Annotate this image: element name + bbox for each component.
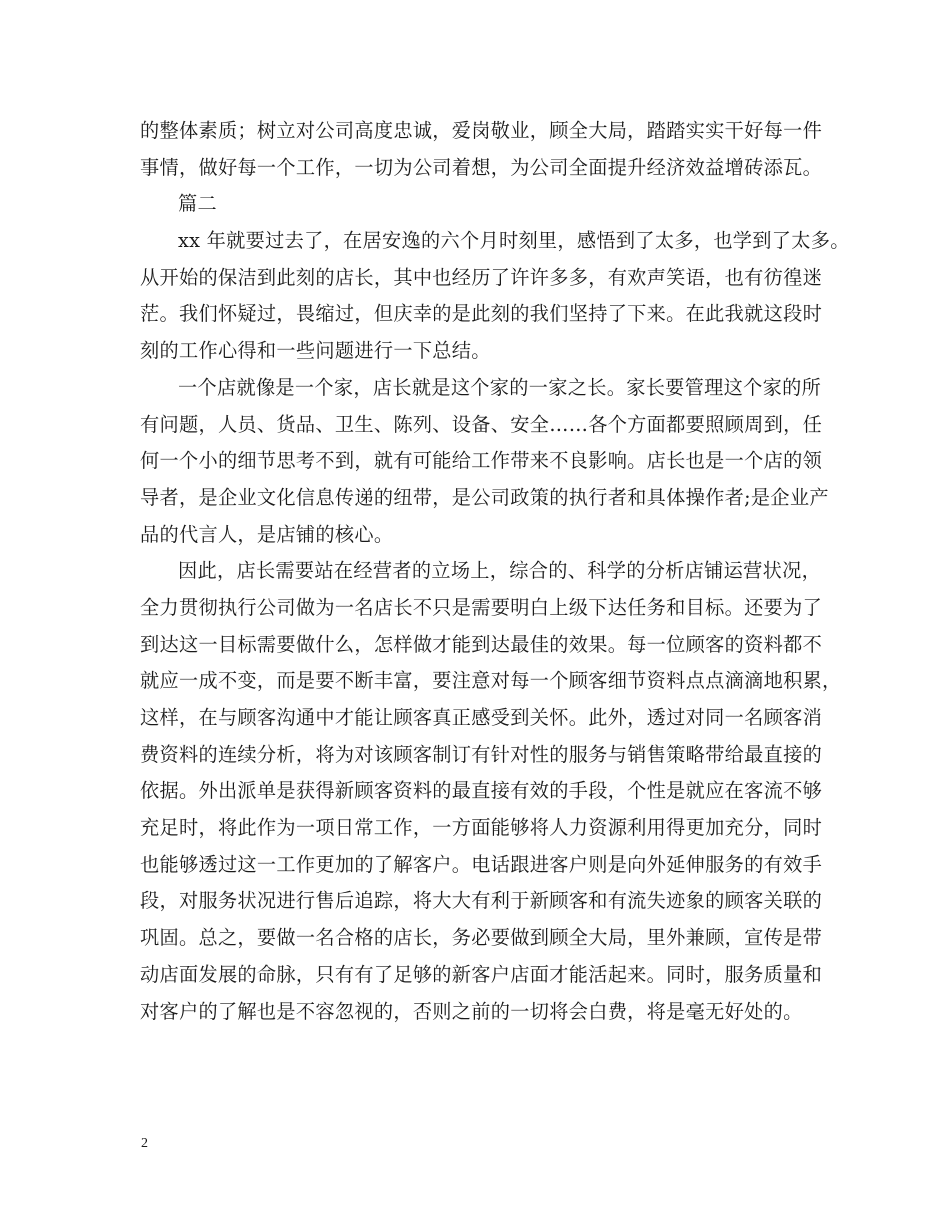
text-line: 一个店就像是一个家，店长就是这个家的一家之长。家长要管理这个家的所 [178, 375, 822, 399]
text-line: 段，对服务状况进行售后追踪，将大大有利于新顾客和有流失迹象的顾客关联的 [140, 889, 823, 913]
text-line: 茫。我们怀疑过，畏缩过，但庆幸的是此刻的我们坚持了下来。在此我就这段时 [140, 302, 823, 326]
text-line: 导者，是企业文化信息传递的纽带，是公司政策的执行者和具体操作者;是企业产 [140, 485, 829, 509]
page-number: 2 [141, 1136, 148, 1151]
text-line: 全力贯彻执行公司做为一名店长不只是需要明白上级下达任务和目标。还要为了 [140, 595, 823, 619]
text-line: 依据。外出派单是获得新顾客资料的最直接有效的手段，个性是就应在客流不够 [140, 779, 823, 803]
text-line: xx 年就要过去了，在居安逸的六个月时刻里，感悟到了太多，也学到了太多。 [178, 229, 850, 253]
text-line: 这样，在与顾客沟通中才能让顾客真正感受到关怀。此外，透过对同一名顾客消 [140, 706, 823, 729]
body-text [140, 113, 850, 1030]
text-line: 刻的工作心得和一些问题进行一下总结。 [140, 339, 491, 363]
text-line: 费资料的连续分析，将为对该顾客制订有针对性的服务与销售策略带给最直接的 [140, 742, 823, 766]
text-line: 到达这一目标需要做什么，怎样做才能到达最佳的效果。每一位顾客的资料都不 [140, 632, 823, 656]
text-line: 因此，店长需要站在经营者的立场上，综合的、科学的分析店铺运营状况， [178, 559, 822, 583]
text-line: 事情，做好每一个工作，一切为公司着想，为公司全面提升经济效益增砖添瓦。 [140, 155, 823, 179]
text-line: 充足时，将此作为一项日常工作，一方面能够将人力资源利用得更加充分，同时 [140, 816, 823, 840]
text-line: 的整体素质；树立对公司高度忠诚，爱岗敬业，顾全大局，踏踏实实干好每一件 [140, 119, 823, 142]
text-line: 巩固。总之，要做一名合格的店长，务必要做到顾全大局，里外兼顾，宣传是带 [140, 926, 823, 950]
text-line: 也能够透过这一工作更加的了解客户。电话跟进客户则是向外延伸服务的有效手 [140, 852, 823, 876]
section-heading: 篇二 [178, 192, 217, 216]
text-line: 有问题，人员、货品、卫生、陈列、设备、安全……各个方面都要照顾周到，任 [140, 412, 823, 436]
text-line: 对客户的了解也是不容忽视的，否则之前的一切将会白费，将是毫无好处的。 [140, 999, 803, 1023]
text-line: 品的代言人，是店铺的核心。 [140, 522, 394, 546]
text-line: 何一个小的细节思考不到，就有可能给工作带来不良影响。店长也是一个店的领 [140, 449, 823, 473]
text-line: 从开始的保洁到此刻的店长，其中也经历了许许多多，有欢声笑语，也有彷徨迷 [140, 265, 823, 289]
text-line: 就应一成不变，而是要不断丰富，要注意对每一个顾客细节资料点点滴滴地积累， [140, 669, 842, 693]
text-line: 动店面发展的命脉，只有有了足够的新客户店面才能活起来。同时，服务质量和 [140, 962, 823, 986]
